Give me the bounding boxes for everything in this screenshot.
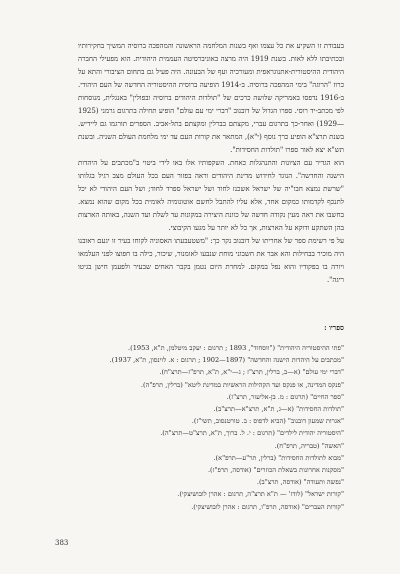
list-item: "תולדות החסידות" (א—ג, ת"א, תרצ"א—תרצ"ב). — [213, 405, 344, 414]
list-item: "נפשה ותעודה" (אודסה, תרצ"ב). — [256, 478, 344, 487]
biography-text — [78, 40, 344, 287]
list-item: "אגרות שמעון דובנוב" (הביא לדפוס : ב. טורטנסוב, תשי"ז). — [191, 417, 344, 426]
list-item: "דברי ימי עולם" (א—ב, ברלין, תרצ"ז ; ג—י"א, ת"א, תרפ"ז—תרצ"ח). — [159, 368, 344, 377]
page-number: 383 — [55, 539, 69, 547]
list-item: "פתי ההיסטוריה היהודית" ("ווסחוד", 1893 ; תרגום : יעקב מיטלמן, ת"א, 1953). — [128, 344, 344, 352]
paragraph-1: בעבודת זו השקיע את כל עצמו ואף בשנות המלחמה הראשונה והמהפכה ברוסיה המשיך בחקירותיו ובכתיבתו ללא לאות. בשנת 1919 היה מרצה באוניברסיטה העממית היהודית. הוא מפעילי החברה היהודית ההיסטורית-אתנוגראפית ומעורכיה ועף של הבעונה. היה פעיל גם בתחום הציבורי והתא על כרוז "הרוגה" בימי המהפכה ברוסיה. ב-1914 הופיעה ברוסית ההיסטוריה החדשה של העם היהודי. ב-1916 נדפסו באמריקה שלושה כרכים של "תולדות היהודים ברוסיה ובפולין" באנגלית, מנוסחות לפי מכתב-יד רוסי. ספרו הגדול של דובנוב "דברי ימי עם עולם" הופיע תחילה בתרגום גרמני (1925—1929) ואחר-כך בתרגום עברי, מקצתם בברלין ומקצתם בתל-אביב. הספרים תורגמו גם ליידיש. בשנת תרצ"א הופיע כרך נוסף (י"א), המתאר את קורות העם עד ימי מלחמת העולם השניה. ובשנת תש"א יצא לאור ספרו "תולדות החסידות". — [78, 42, 344, 154]
list-item: "קורות ישראל" (לודז' — ת"א תרצ"ה, תרגום : אהרן לובושיצקי). — [177, 490, 344, 499]
list-item: "מכתבים על היהדות הישנה והחדשה" (1897—1902 ; תרגום : א. לוינסון, ת"א, 1937). — [109, 356, 344, 365]
list-item: "מבוא לתולדות החסידות" (ברלין, תר"ע—תרפ"א). — [213, 453, 344, 462]
works-list — [78, 342, 344, 513]
list-item: "מסקנות אחרונות בשאלת הכוזרים" (אודסה, תרפ"ז). — [207, 466, 344, 475]
works-heading: ספריו : — [324, 323, 344, 332]
list-item: "ספר החיים" (תרגום : מ. בן-אליעזר, תרצ"ז). — [226, 392, 344, 401]
list-item: "האשה" (טבריה, תרפ"ח). — [274, 441, 344, 450]
list-item: "פנקס המדינה, או פנקס ועד הקהילות הראשיות במדינת ליטא" (ברלין, תרפ"ה). — [140, 380, 344, 389]
paragraph-3: על פי רשימת ספר של אחריתו של דובנוב נקר כך: "משטעבעתו האסוניה לקוחו בעיר זו יגעם ראובנו היה מוכיר בבחילות והא אבר את חשבוני מוחת שנבעו לאומנור, שיכור, כילה בו חפוצו לפני העלמאו ויורה בו בפקודיו והוא נפל במקום. למחרת היום נטמן בקבר האחים שבעיר ולפעמן חישן בגיטו ריגה". — [78, 237, 344, 284]
list-item: "היסטוריה יהודית לילדים" (תרגום : י. ל. ברוך, ת"א, תרצ"ט—תרצ"ה). — [160, 429, 344, 438]
paragraph-2: הוא הגדיר עם הציונות והתנהגלות כאחת. השקפותיו אלו באו לידי ביטוי ב"מכתבים על היהדות הישנה והחדשה". הנוגד לחידוש מדינת היהודים וראה בפזור העם בכל העולם מצב רגיל בגלותו "שרשת נמצא חבו"יה של ישראל אשכנז לחוד ושל ישראל ספרד לחוד; ושל העם היהודי לא יכל לתנכף לקדמותו כמקום אחד, אלא עליו להתבל לחשם אוטונומיה לאומית בכל מקום שהוא נמצא. בחשבו את ראה מעין נקודה חדשה של כוונת היצירה במקונות עד לשלת ועד השנה, באותה הארצות בהן השתקע ודוקא על הארצות, אך כל לא יותר על מגעו הקיבוצי. — [78, 159, 344, 232]
list-item: "קורות העברים" (אודסה, תרפ"ו, תרגום : אהרן לובושיצקי). — [191, 502, 344, 511]
